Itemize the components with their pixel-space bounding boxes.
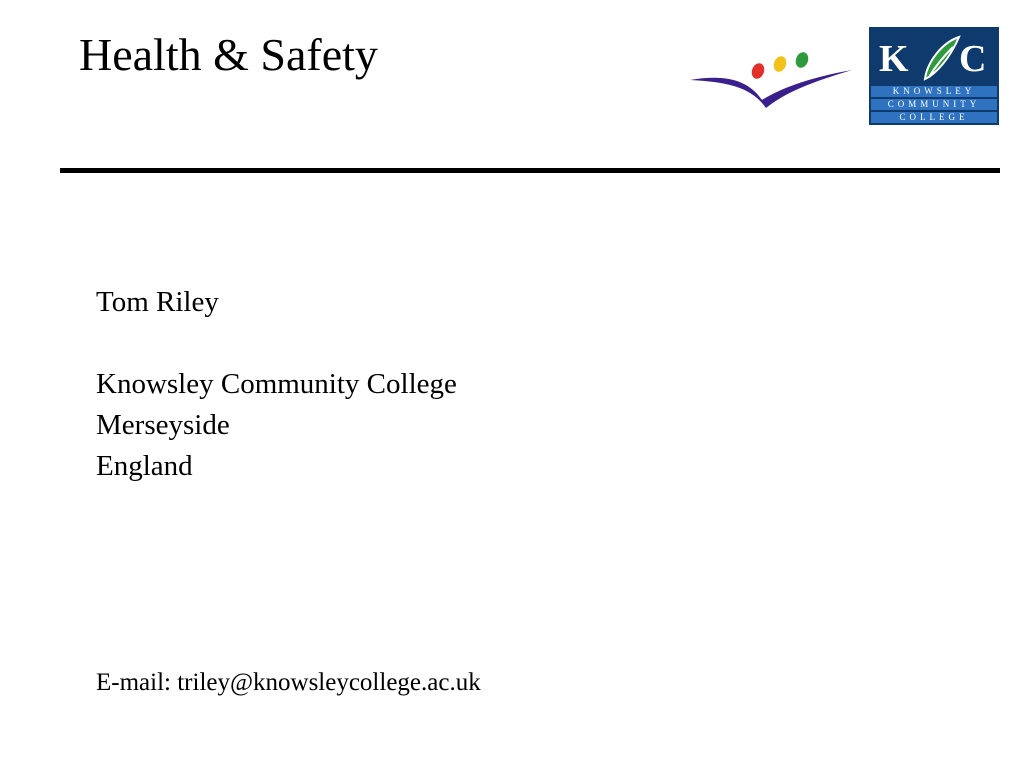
leaf-icon xyxy=(925,37,959,79)
red-dot xyxy=(750,61,767,80)
author-name: Tom Riley xyxy=(96,286,219,318)
address-line-college: Knowsley Community College xyxy=(96,368,457,400)
college-logo xyxy=(869,27,999,125)
title-divider xyxy=(60,168,1000,173)
address-line-country: England xyxy=(96,450,193,482)
yellow-dot xyxy=(772,54,789,73)
green-dot xyxy=(794,50,811,69)
logo-letter-k: K xyxy=(879,38,909,80)
spacer xyxy=(96,323,457,364)
contact-block xyxy=(96,282,457,487)
logo-band-college: COLLEGE xyxy=(871,112,997,123)
college-logo-mark xyxy=(869,27,999,85)
email-address[interactable]: triley@knowsleycollege.ac.uk xyxy=(177,669,481,696)
email-line xyxy=(96,666,481,700)
swoosh-logo xyxy=(686,44,856,110)
logo-band-community: COMMUNITY xyxy=(871,99,997,110)
logo-band-knowsley: KNOWSLEY xyxy=(871,86,997,97)
slide-title: Health & Safety xyxy=(79,29,378,80)
swoosh-shape xyxy=(690,70,852,108)
address-line-region: Merseyside xyxy=(96,409,230,441)
logo-letter-c: C xyxy=(959,38,987,80)
email-label: E-mail: xyxy=(96,669,171,696)
